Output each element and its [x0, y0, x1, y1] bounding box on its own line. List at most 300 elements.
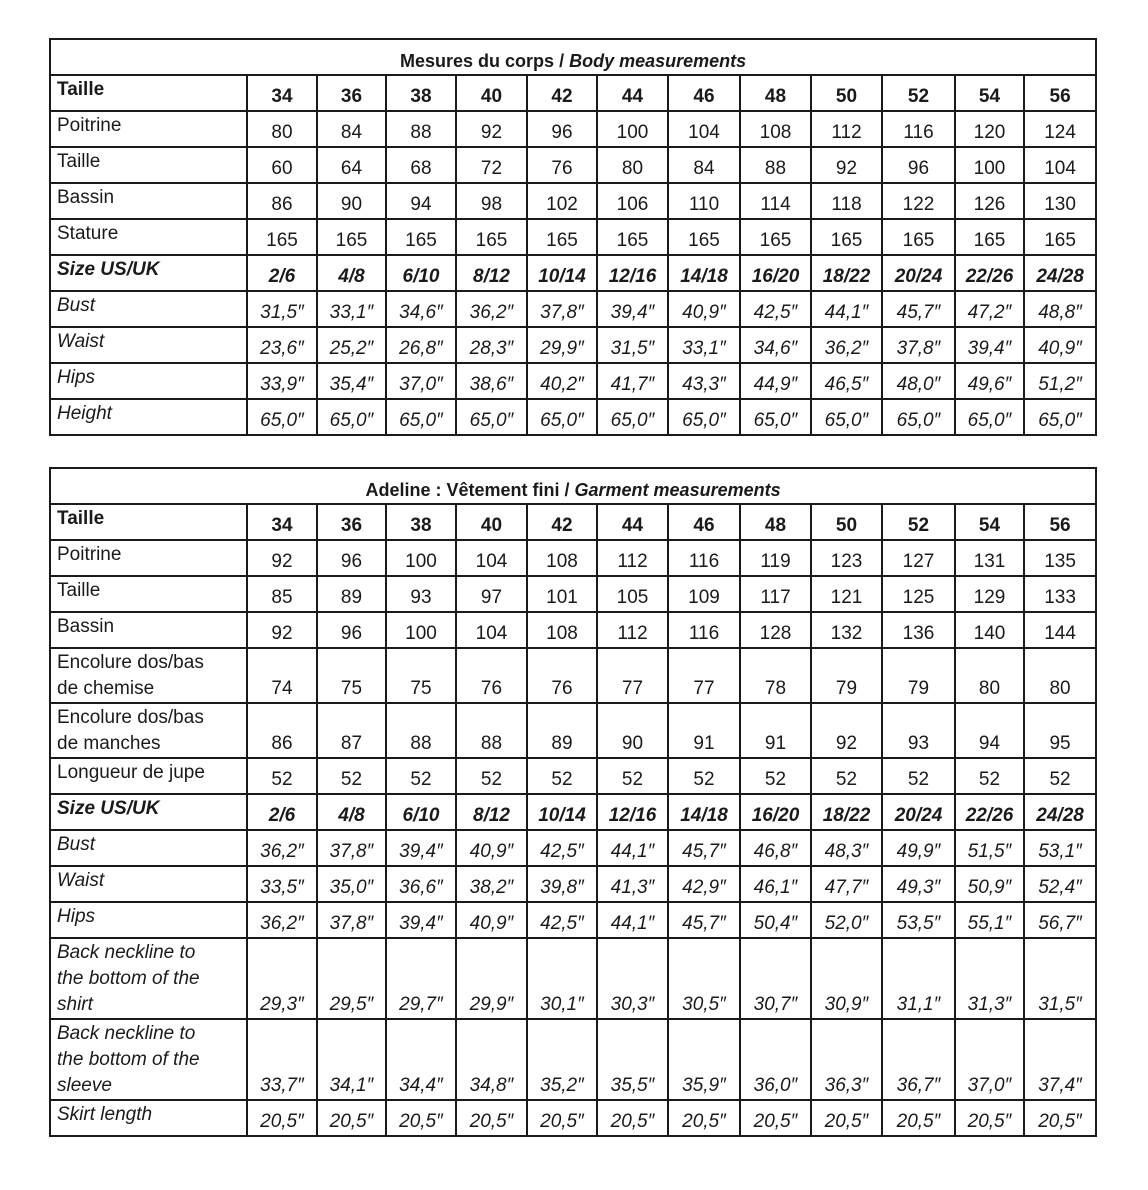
- table-cell: 129: [955, 576, 1024, 612]
- table-cell: 92: [811, 703, 882, 758]
- table-cell: 56: [1024, 75, 1096, 111]
- table-cell: 104: [668, 111, 740, 147]
- table-cell: 14/18: [668, 255, 740, 291]
- table-cell: 49,3″: [882, 866, 955, 902]
- table-row: [50, 75, 1096, 111]
- table-cell: 23,6″: [247, 327, 317, 363]
- table-cell: 34,4″: [386, 1019, 456, 1100]
- table-cell: 88: [740, 147, 811, 183]
- row-label: Bassin: [50, 612, 247, 648]
- row-label: Size US/UK: [50, 255, 247, 291]
- table-cell: 52: [882, 504, 955, 540]
- table-cell: 50,9″: [955, 866, 1024, 902]
- table-cell: 80: [597, 147, 668, 183]
- table-cell: 41,3″: [597, 866, 668, 902]
- table-cell: 36,2″: [247, 830, 317, 866]
- table-cell: 12/16: [597, 794, 668, 830]
- table-cell: 52,0″: [811, 902, 882, 938]
- table-cell: 102: [527, 183, 597, 219]
- table-cell: 54: [955, 504, 1024, 540]
- row-label: Taille: [50, 75, 247, 111]
- table-cell: 40,9″: [1024, 327, 1096, 363]
- table-cell: 132: [811, 612, 882, 648]
- table-cell: 108: [527, 612, 597, 648]
- table-row: [50, 576, 1096, 612]
- table-row: [50, 504, 1096, 540]
- table-cell: 16/20: [740, 255, 811, 291]
- table-cell: 24/28: [1024, 794, 1096, 830]
- table-cell: 64: [317, 147, 386, 183]
- table-cell: 38,6″: [456, 363, 527, 399]
- table-cell: 10/14: [527, 794, 597, 830]
- table-cell: 101: [527, 576, 597, 612]
- table-cell: 80: [247, 111, 317, 147]
- table-cell: 165: [882, 219, 955, 255]
- table-cell: 30,5″: [668, 938, 740, 1019]
- table-cell: 8/12: [456, 255, 527, 291]
- table-cell: 37,8″: [317, 830, 386, 866]
- table-cell: 36,2″: [811, 327, 882, 363]
- table-cell: 29,7″: [386, 938, 456, 1019]
- table-cell: 68: [386, 147, 456, 183]
- table-cell: 80: [1024, 648, 1096, 703]
- table-cell: 39,4″: [386, 830, 456, 866]
- table-cell: 80: [955, 648, 1024, 703]
- table-cell: 165: [386, 219, 456, 255]
- table-cell: 42,5″: [527, 902, 597, 938]
- table-cell: 54: [955, 75, 1024, 111]
- table-cell: 36,2″: [456, 291, 527, 327]
- table-cell: 92: [456, 111, 527, 147]
- table-cell: 42: [527, 504, 597, 540]
- table-cell: 52: [386, 758, 456, 794]
- table-cell: 35,2″: [527, 1019, 597, 1100]
- table-cell: 31,3″: [955, 938, 1024, 1019]
- table-cell: 24/28: [1024, 255, 1096, 291]
- table-cell: 40,9″: [456, 902, 527, 938]
- table-cell: 65,0″: [1024, 399, 1096, 435]
- table-cell: 47,2″: [955, 291, 1024, 327]
- table-cell: 104: [456, 540, 527, 576]
- row-label: Waist: [50, 327, 247, 363]
- table-cell: 26,8″: [386, 327, 456, 363]
- table-cell: 122: [882, 183, 955, 219]
- table-cell: 116: [668, 540, 740, 576]
- table-cell: 45,7″: [668, 830, 740, 866]
- row-label: Hips: [50, 363, 247, 399]
- table-cell: 30,7″: [740, 938, 811, 1019]
- table-cell: 74: [247, 648, 317, 703]
- table-cell: 42,9″: [668, 866, 740, 902]
- table-cell: 106: [597, 183, 668, 219]
- table-row: [50, 363, 1096, 399]
- table-cell: 40,2″: [527, 363, 597, 399]
- table-cell: 34,1″: [317, 1019, 386, 1100]
- table-cell: 14/18: [668, 794, 740, 830]
- table-row: [50, 612, 1096, 648]
- table-cell: 33,7″: [247, 1019, 317, 1100]
- table-row: [50, 648, 1096, 703]
- table-cell: 109: [668, 576, 740, 612]
- table-cell: 2/6: [247, 255, 317, 291]
- table-cell: 52: [882, 75, 955, 111]
- table-cell: 29,9″: [456, 938, 527, 1019]
- table-cell: 29,5″: [317, 938, 386, 1019]
- table-cell: 38: [386, 504, 456, 540]
- table-row: [50, 399, 1096, 435]
- table-cell: 20,5″: [882, 1100, 955, 1136]
- row-label: Stature: [50, 219, 247, 255]
- table-cell: 48,0″: [882, 363, 955, 399]
- table-cell: 85: [247, 576, 317, 612]
- table-cell: 22/26: [955, 794, 1024, 830]
- table-cell: 51,5″: [955, 830, 1024, 866]
- table-cell: 35,4″: [317, 363, 386, 399]
- table-row: [50, 540, 1096, 576]
- table-body: [50, 504, 1096, 1136]
- table-cell: 86: [247, 703, 317, 758]
- table-cell: 16/20: [740, 794, 811, 830]
- table-cell: 133: [1024, 576, 1096, 612]
- table-cell: 77: [668, 648, 740, 703]
- table-cell: 96: [317, 540, 386, 576]
- table-cell: 98: [456, 183, 527, 219]
- row-label: Taille: [50, 576, 247, 612]
- table-cell: 65,0″: [811, 399, 882, 435]
- table-cell: 38,2″: [456, 866, 527, 902]
- table-cell: 12/16: [597, 255, 668, 291]
- table-cell: 31,5″: [247, 291, 317, 327]
- table-cell: 117: [740, 576, 811, 612]
- table-cell: 44: [597, 75, 668, 111]
- table-cell: 34,6″: [740, 327, 811, 363]
- table-cell: 48: [740, 504, 811, 540]
- table-cell: 124: [1024, 111, 1096, 147]
- table-cell: 22/26: [955, 255, 1024, 291]
- table-cell: 2/6: [247, 794, 317, 830]
- row-label: Poitrine: [50, 111, 247, 147]
- table-cell: 20,5″: [955, 1100, 1024, 1136]
- table-cell: 20,5″: [740, 1100, 811, 1136]
- title-french: Adeline : Vêtement fini /: [365, 480, 575, 500]
- table-row: [50, 703, 1096, 758]
- table-cell: 75: [386, 648, 456, 703]
- table-cell: 50,4″: [740, 902, 811, 938]
- table-cell: 34: [247, 75, 317, 111]
- table-cell: 100: [386, 540, 456, 576]
- table-cell: 37,8″: [527, 291, 597, 327]
- table-cell: 4/8: [317, 794, 386, 830]
- table-row: [50, 1100, 1096, 1136]
- table-cell: 28,3″: [456, 327, 527, 363]
- table-body: [50, 75, 1096, 435]
- table-cell: 45,7″: [882, 291, 955, 327]
- table-cell: 46,5″: [811, 363, 882, 399]
- table-cell: 36: [317, 75, 386, 111]
- table-cell: 44,9″: [740, 363, 811, 399]
- table-cell: 165: [317, 219, 386, 255]
- table-cell: 127: [882, 540, 955, 576]
- table-cell: 65,0″: [386, 399, 456, 435]
- table-cell: 93: [386, 576, 456, 612]
- table-cell: 36,0″: [740, 1019, 811, 1100]
- table-row: [50, 219, 1096, 255]
- table-cell: 46,1″: [740, 866, 811, 902]
- table-cell: 84: [317, 111, 386, 147]
- table-cell: 33,5″: [247, 866, 317, 902]
- table-cell: 52: [668, 758, 740, 794]
- table-cell: 52,4″: [1024, 866, 1096, 902]
- table-cell: 92: [811, 147, 882, 183]
- table-cell: 40: [456, 504, 527, 540]
- table-cell: 65,0″: [740, 399, 811, 435]
- table-cell: 92: [247, 540, 317, 576]
- table-row: [50, 147, 1096, 183]
- table-cell: 87: [317, 703, 386, 758]
- table-cell: 89: [527, 703, 597, 758]
- table-cell: 20,5″: [811, 1100, 882, 1136]
- table-cell: 49,9″: [882, 830, 955, 866]
- table-cell: 105: [597, 576, 668, 612]
- table-cell: 33,9″: [247, 363, 317, 399]
- table-cell: 37,8″: [317, 902, 386, 938]
- table-cell: 43,3″: [668, 363, 740, 399]
- table-cell: 128: [740, 612, 811, 648]
- table-cell: 42,5″: [527, 830, 597, 866]
- table-cell: 36,7″: [882, 1019, 955, 1100]
- table-cell: 96: [527, 111, 597, 147]
- row-label: Taille: [50, 147, 247, 183]
- table-row: [50, 255, 1096, 291]
- table-cell: 18/22: [811, 794, 882, 830]
- table-cell: 56,7″: [1024, 902, 1096, 938]
- table-cell: 65,0″: [247, 399, 317, 435]
- table-cell: 86: [247, 183, 317, 219]
- table-cell: 40: [456, 75, 527, 111]
- table-cell: 108: [740, 111, 811, 147]
- table-cell: 94: [386, 183, 456, 219]
- row-label: Encolure dos/bas de chemise: [50, 648, 247, 703]
- table-cell: 77: [597, 648, 668, 703]
- table-cell: 34: [247, 504, 317, 540]
- table-cell: 96: [882, 147, 955, 183]
- table-cell: 165: [247, 219, 317, 255]
- table-cell: 10/14: [527, 255, 597, 291]
- table-cell: 36,3″: [811, 1019, 882, 1100]
- row-label: Skirt length: [50, 1100, 247, 1136]
- table-cell: 34,8″: [456, 1019, 527, 1100]
- table-cell: 100: [386, 612, 456, 648]
- table-cell: 37,0″: [386, 363, 456, 399]
- table-cell: 121: [811, 576, 882, 612]
- table-cell: 52: [740, 758, 811, 794]
- table-cell: 48,3″: [811, 830, 882, 866]
- table-row: [50, 902, 1096, 938]
- table-cell: 108: [527, 540, 597, 576]
- table-cell: 112: [597, 540, 668, 576]
- row-label: Taille: [50, 504, 247, 540]
- table-row: [50, 327, 1096, 363]
- table-cell: 53,1″: [1024, 830, 1096, 866]
- row-label: Back neckline to the bottom of the sleeve: [50, 1019, 247, 1100]
- row-label: Bust: [50, 291, 247, 327]
- table-cell: 88: [386, 111, 456, 147]
- table-cell: 48: [740, 75, 811, 111]
- table-cell: 65,0″: [456, 399, 527, 435]
- table-cell: 31,1″: [882, 938, 955, 1019]
- table-row: [50, 183, 1096, 219]
- table-cell: 50: [811, 75, 882, 111]
- table-cell: 39,4″: [955, 327, 1024, 363]
- table-cell: 30,1″: [527, 938, 597, 1019]
- row-label: Back neckline to the bottom of the shirt: [50, 938, 247, 1019]
- table-cell: 65,0″: [527, 399, 597, 435]
- table-cell: 52: [1024, 758, 1096, 794]
- table-cell: 35,0″: [317, 866, 386, 902]
- table-cell: 6/10: [386, 794, 456, 830]
- table-cell: 46: [668, 75, 740, 111]
- table-cell: 52: [456, 758, 527, 794]
- table-cell: 94: [955, 703, 1024, 758]
- table-cell: 37,0″: [955, 1019, 1024, 1100]
- table-cell: 112: [597, 612, 668, 648]
- table-cell: 78: [740, 648, 811, 703]
- row-label: Longueur de jupe: [50, 758, 247, 794]
- table-cell: 20,5″: [1024, 1100, 1096, 1136]
- table-cell: 51,2″: [1024, 363, 1096, 399]
- table-cell: 50: [811, 504, 882, 540]
- title-english: Garment measurements: [574, 480, 781, 500]
- table-cell: 36,6″: [386, 866, 456, 902]
- table-cell: 52: [955, 758, 1024, 794]
- table-cell: 165: [456, 219, 527, 255]
- table-cell: 6/10: [386, 255, 456, 291]
- table-cell: 44,1″: [811, 291, 882, 327]
- table-cell: 52: [882, 758, 955, 794]
- table-cell: 44,1″: [597, 902, 668, 938]
- table-cell: 144: [1024, 612, 1096, 648]
- table-cell: 165: [740, 219, 811, 255]
- table-cell: 100: [597, 111, 668, 147]
- table-cell: 97: [456, 576, 527, 612]
- table-cell: 114: [740, 183, 811, 219]
- table-cell: 90: [317, 183, 386, 219]
- table-cell: 25,2″: [317, 327, 386, 363]
- table-cell: 65,0″: [668, 399, 740, 435]
- table-cell: 39,4″: [386, 902, 456, 938]
- table-cell: 38: [386, 75, 456, 111]
- table-cell: 136: [882, 612, 955, 648]
- table-cell: 65,0″: [317, 399, 386, 435]
- table-cell: 42: [527, 75, 597, 111]
- table-cell: 34,6″: [386, 291, 456, 327]
- table-cell: 52: [247, 758, 317, 794]
- table-cell: 79: [811, 648, 882, 703]
- table-cell: 20,5″: [247, 1100, 317, 1136]
- garment-measurements-table: [49, 467, 1097, 1137]
- table-cell: 20,5″: [386, 1100, 456, 1136]
- table-cell: 65,0″: [955, 399, 1024, 435]
- table-cell: 20/24: [882, 255, 955, 291]
- table-cell: 76: [527, 147, 597, 183]
- table-cell: 47,7″: [811, 866, 882, 902]
- table-cell: 53,5″: [882, 902, 955, 938]
- table-cell: 89: [317, 576, 386, 612]
- table-cell: 75: [317, 648, 386, 703]
- table-cell: 33,1″: [317, 291, 386, 327]
- table-cell: 8/12: [456, 794, 527, 830]
- table-cell: 40,9″: [456, 830, 527, 866]
- table-row: [50, 758, 1096, 794]
- table-cell: 165: [597, 219, 668, 255]
- table-cell: 84: [668, 147, 740, 183]
- table-row: [50, 866, 1096, 902]
- table-cell: 76: [527, 648, 597, 703]
- table-cell: 126: [955, 183, 1024, 219]
- table-cell: 20/24: [882, 794, 955, 830]
- table-cell: 35,9″: [668, 1019, 740, 1100]
- table-cell: 119: [740, 540, 811, 576]
- table-cell: 29,9″: [527, 327, 597, 363]
- table-cell: 96: [317, 612, 386, 648]
- table-row: [50, 830, 1096, 866]
- table-cell: 116: [882, 111, 955, 147]
- table-cell: 31,5″: [597, 327, 668, 363]
- table-cell: 52: [527, 758, 597, 794]
- table-cell: 52: [317, 758, 386, 794]
- table-cell: 76: [456, 648, 527, 703]
- table-cell: 39,8″: [527, 866, 597, 902]
- body-measurements-table: [49, 38, 1097, 436]
- table-cell: 48,8″: [1024, 291, 1096, 327]
- table-cell: 88: [456, 703, 527, 758]
- table-cell: 39,4″: [597, 291, 668, 327]
- table-cell: 92: [247, 612, 317, 648]
- table-cell: 46: [668, 504, 740, 540]
- table-cell: 135: [1024, 540, 1096, 576]
- table-cell: 31,5″: [1024, 938, 1096, 1019]
- table-cell: 110: [668, 183, 740, 219]
- table-cell: 20,5″: [456, 1100, 527, 1136]
- table-cell: 36,2″: [247, 902, 317, 938]
- table-cell: 40,9″: [668, 291, 740, 327]
- table-cell: 120: [955, 111, 1024, 147]
- table-cell: 46,8″: [740, 830, 811, 866]
- row-label: Size US/UK: [50, 794, 247, 830]
- table-cell: 55,1″: [955, 902, 1024, 938]
- title-english: Body measurements: [569, 51, 747, 71]
- table-cell: 44: [597, 504, 668, 540]
- table-cell: 37,8″: [882, 327, 955, 363]
- table-row: [50, 794, 1096, 830]
- table-cell: 104: [456, 612, 527, 648]
- row-label: Bust: [50, 830, 247, 866]
- title-french: Mesures du corps /: [400, 51, 570, 71]
- table-cell: 33,1″: [668, 327, 740, 363]
- table-cell: 20,5″: [597, 1100, 668, 1136]
- table-row: [50, 1019, 1096, 1100]
- table-row: [50, 291, 1096, 327]
- table-cell: 100: [955, 147, 1024, 183]
- table-cell: 112: [811, 111, 882, 147]
- table-cell: 56: [1024, 504, 1096, 540]
- table-cell: 65,0″: [597, 399, 668, 435]
- table-cell: 20,5″: [317, 1100, 386, 1136]
- table-row: [50, 111, 1096, 147]
- table-cell: 18/22: [811, 255, 882, 291]
- table-cell: 65,0″: [882, 399, 955, 435]
- table-cell: 52: [811, 758, 882, 794]
